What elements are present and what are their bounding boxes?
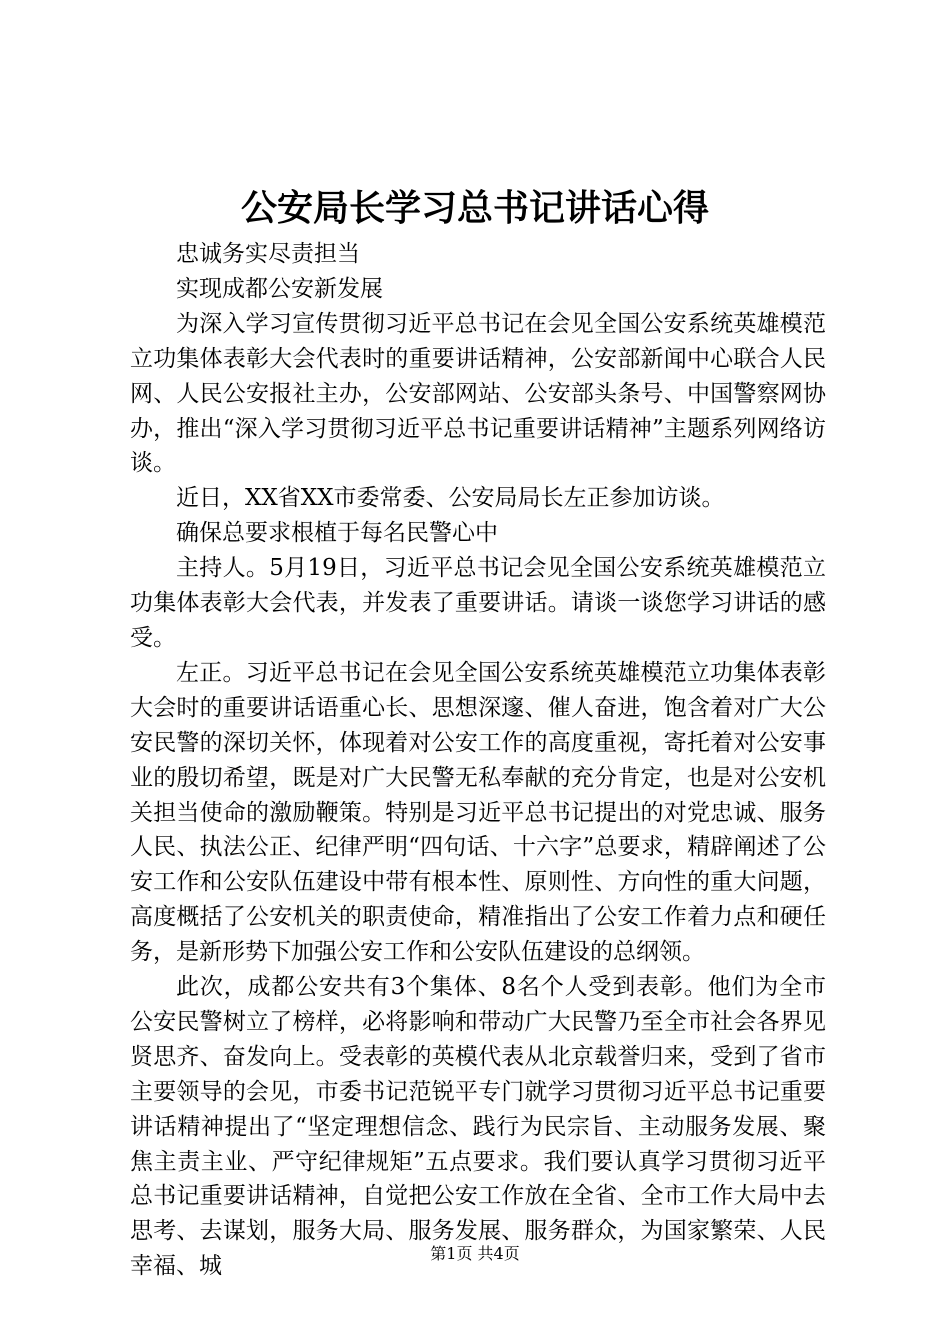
subtitle-line-1: 忠诚务实尽责担当 xyxy=(176,241,360,267)
paragraph-guest: 近日，XX省XX市委常委、公安局局长左正参加访谈。 xyxy=(176,485,725,512)
page-number-footer: 第1页 共4页 xyxy=(430,1244,520,1263)
document-body xyxy=(130,237,826,1284)
section-heading: 确保总要求根植于每名民警心中 xyxy=(176,520,498,547)
paragraph-intro: 为深入学习宣传贯彻习近平总书记在会见全国公安系统英雄模范立功集体表彰大会代表时的重要讲话精神，公安部新闻中心联合人民网、人民公安报社主办，公安部网站、公安部头条号、中国警察网协办，推出“深入学习贯彻习近平总书记重要讲话精神”主题系列网络访谈。 xyxy=(130,310,826,477)
subtitle-line-2: 实现成都公安新发展 xyxy=(176,275,383,302)
paragraph-answer: 左正。习近平总书记在会见全国公安系统英雄模范立功集体表彰大会时的重要讲话语重心长、思想深邃、催人奋进，饱含着对广大公安民警的深切关怀，体现着对公安工作的高度重视，寄托着对公安事业的殷切希望，既是对广大民警无私奉献的充分肯定，也是对公安机关担当使命的激励鞭策。特别是习近平总书记提出的对党忠诚、服务人民、执法公正、纪律严明“四句话、十六字”总要求，精辟阐述了公安工作和公安队伍建设中带有根本性、原则性、方向性的重大问题，高度概括了公安机关的职责使命，精准指出了公安工作着力点和硬任务，是新形势下加强公安工作和公安队伍建设的总纲领。 xyxy=(130,659,826,966)
paragraph-chengdu: 此次，成都公安共有3个集体、8名个人受到表彰。他们为全市公安民警树立了榜样，必将影响和带动广大民警乃至全市社会各界见贤思齐、奋发向上。受表彰的英模代表从北京载誉归来，受到了省市主要领导的会见，市委书记范锐平专门就学习贯彻习近平总书记重要讲话精神提出了“坚定理想信念、践行为民宗旨、主动服务发展、聚焦主责主业、严守纪律规矩”五点要求。我们要认真学习贯彻习近平总书记重要讲话精神，自觉把公安工作放在全省、全市工作大局中去思考、去谋划，服务大局、服务发展、服务群众，为国家繁荣、人民幸福、城 xyxy=(130,974,826,1280)
document-title: 公安局长学习总书记讲话心得 xyxy=(240,187,709,229)
paragraph-host-question: 主持人。5月19日，习近平总书记会见全国公安系统英雄模范立功集体表彰大会代表，并发表了重要讲话。请谈一谈您学习讲话的感受。 xyxy=(130,555,826,651)
